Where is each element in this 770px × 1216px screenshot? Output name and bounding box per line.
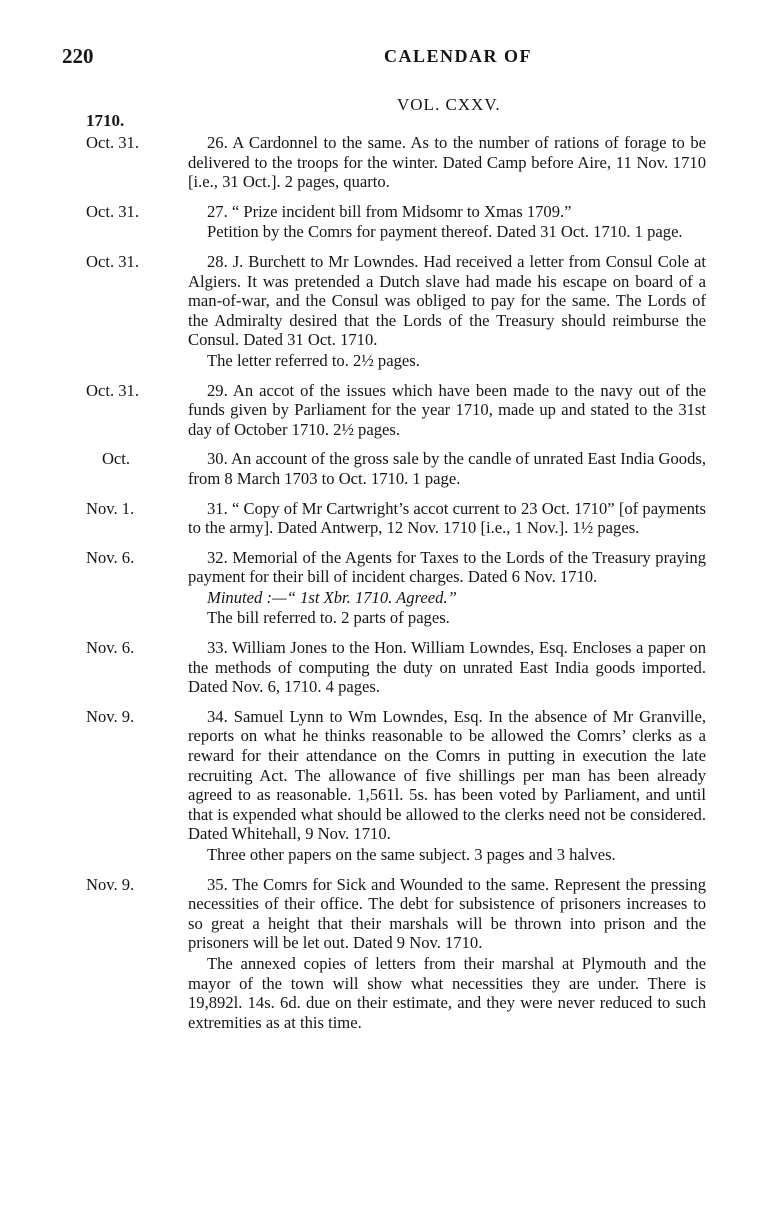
entry-text: 31. “ Copy of Mr Cartwright’s accot current to 23 Oct. 1710” [of payments to the army]. Dated Antwerp, 12 Nov. 1710 [i.e., 1 Nov.]. 1½ pages. [188, 498, 706, 538]
entry-body [188, 252, 706, 371]
year-heading: 1710. [86, 111, 125, 130]
entry-date: Oct. 31. [86, 380, 139, 400]
entry-text: The annexed copies of letters from their marshal at Plymouth and the mayor of the town will show what necessities they are under. There is 19,892l. 14s. 6d. due on their estimate, and they were never reduced to such extremities as at this time. [188, 953, 706, 1032]
entry-text: 32. Memorial of the Agents for Taxes to the Lords of the Treasury praying payment for their bill of incident charges. Dated 6 Nov. 1710. [188, 547, 706, 587]
entry-text: 26. A Cardonnel to the same. As to the number of rations of forage to be delivered to the troops for the winter. Dated Camp before Aire, 11 Nov. 1710 [i.e., 31 Oct.]. 2 pages, quarto. [188, 133, 706, 192]
entry-body [188, 875, 706, 1033]
entry-text: 29. An accot of the issues which have been made to the navy out of the funds given by Parliament for the year 1710, made up and stated to the 31st day of October 1710. 2½ pages. [188, 380, 706, 439]
calendar-entry [86, 381, 706, 440]
calendar-entry [86, 638, 706, 697]
volume-heading: VOL. CXXV. [397, 95, 501, 114]
entry-text: 35. The Comrs for Sick and Wounded to the same. Represent the pressing necessities of their office. The debt for subsistence of prisoners increases to so great a height that their marshals will be thrown into prison and the prisoners will be let out. Dated 9 Nov. 1710. [188, 874, 706, 953]
calendar-entry [86, 133, 706, 192]
entry-minute-text: Minuted :—“ 1st Xbr. 1710. Agreed.” [207, 587, 457, 607]
entry-date: Nov. 6. [86, 547, 135, 567]
entry-text: Petition by the Comrs for payment thereof. Dated 31 Oct. 1710. 1 page. [207, 222, 683, 242]
entry-text: 34. Samuel Lynn to Wm Lowndes, Esq. In the absence of Mr Granville, reports on what he thinks reasonable to be allowed the Comrs’ clerks as a reward for their attendance on the Comrs in putting in execution the late recruiting Act. The allowance of five shillings per man has been already agreed to as reasonable. 1,561l. 5s. has been voted by Parliament, and until that is expended what should be allowed to the clerks need not be considered. Dated Whitehall, 9 Nov. 1710. [188, 706, 706, 844]
entry-text: 28. J. Burchett to Mr Lowndes. Had received a letter from Consul Cole at Algiers. It was pretended a Dutch slave had made his escape on board of a man-of-war, and the Consul was obliged to pay for the same. The Lords of the Admiralty desired that the Lords of the Treasury should reimburse the Consul. Dated 31 Oct. 1710. [188, 251, 706, 350]
entry-body [188, 707, 706, 865]
entry-text: 30. An account of the gross sale by the candle of unrated East India Goods, from 8 March 1703 to Oct. 1710. 1 page. [188, 449, 706, 488]
calendar-entry [86, 548, 706, 628]
page-number: 220 [62, 44, 94, 68]
calendar-entry [86, 707, 706, 865]
calendar-entry [86, 875, 706, 1033]
calendar-entry [86, 202, 706, 242]
entry-text: The bill referred to. 2 parts of pages. [207, 608, 450, 628]
entry-body [188, 449, 706, 488]
entry-text: Three other papers on the same subject. 3 pages and 3 halves. [207, 845, 616, 864]
entry-date: Oct. 31. [86, 133, 139, 152]
entry-date: Nov. 6. [86, 638, 135, 658]
running-title: CALENDAR OF [384, 46, 533, 66]
calendar-entry [86, 499, 706, 538]
entry-body [188, 381, 706, 440]
entry-date: Oct. 31. [86, 251, 139, 271]
calendar-entries [86, 133, 706, 1042]
entry-date: Nov. 9. [86, 706, 135, 726]
entry-date: Nov. 9. [86, 874, 135, 894]
entry-date: Oct. 31. [86, 201, 139, 221]
entry-text: The letter referred to. 2½ pages. [207, 350, 420, 370]
entry-date: Oct. [101, 449, 131, 469]
entry-minute [188, 588, 706, 608]
entry-body [188, 133, 706, 192]
calendar-entry [86, 449, 706, 488]
calendar-entry [86, 252, 706, 371]
entry-text: 33. William Jones to the Hon. William Lowndes, Esq. Encloses a paper on the methods of computing the duty on unrated East India goods imported. Dated Nov. 6, 1710. 4 pages. [188, 638, 706, 697]
entry-body [188, 499, 706, 538]
entry-text: 27. “ Prize incident bill from Midsomr to Xmas 1709.” [207, 201, 572, 221]
entry-body [188, 202, 706, 242]
entry-body [188, 638, 706, 697]
entry-date: Nov. 1. [86, 498, 135, 518]
entry-body [188, 548, 706, 628]
